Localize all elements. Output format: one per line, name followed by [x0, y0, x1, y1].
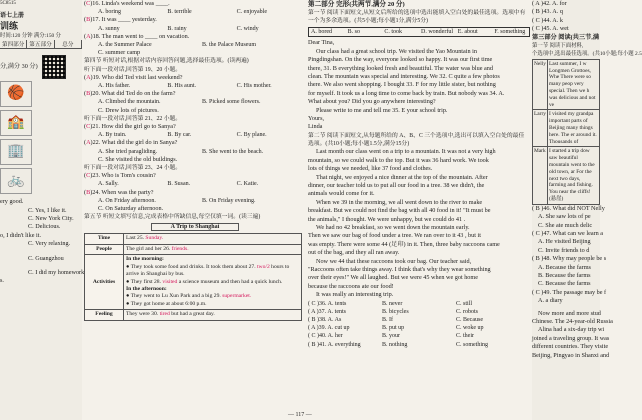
part5-title: 第五节 听短文填写信息,完成表格中所缺信息,每空仅填一词。(读三遍) [84, 214, 261, 221]
question-23: (C)23. Who is Tom's cousin? [84, 172, 156, 180]
table-row [533, 147, 600, 204]
section2-instruction: 第二节 阅读下面短文,从每题所给的 A、B、C 三个选项中,选出可以填入空白处的最佳选项。(共10小题;每小题1.5分,满分15分) [308, 132, 525, 148]
answer-25: Sunday. [145, 235, 164, 242]
activities-label: Activities [85, 255, 124, 310]
reading-paragraph: Now more and more stud Chinese. The 24-year-old Russia Alina had a six-day trip wi joined a traveling group. It was different countries. They visite Beijing, Pingyao in Shanxi and [532, 309, 613, 359]
left-item: o, I didn't like it. [0, 231, 41, 239]
text-cell: I visited my grandpa important parts of Beijing many things here. The er around it. Thousands of [547, 110, 599, 147]
question-17: (B)17. It was ____ yesterday. [84, 16, 157, 24]
q16-options: A. boring B. terrible C. enjoyable [98, 9, 267, 16]
answer-row-37: ( A )37. A. tents B. bicycles C. robots [308, 308, 479, 315]
right-item: ( C )45. A. wet [532, 25, 569, 33]
word-option: E. about [457, 29, 478, 36]
answer-row-41: ( B )41. A. everything B. nothing C. something [308, 341, 489, 348]
table-row [533, 59, 600, 110]
qr-code-icon [42, 55, 66, 79]
building-icon: 🏢 [0, 139, 32, 165]
name-cell: Nelly [533, 59, 548, 110]
part-score: 分,满分 30 分) [0, 63, 38, 71]
right-item: ( B )43. A. q [532, 8, 563, 16]
question-19: (A)19. Who did Ted visit last weekend? [84, 73, 183, 81]
question-21: (C)21. How did the girl go to Sanya? [84, 123, 176, 131]
left-item: C. New York City. [28, 215, 74, 223]
question-18: (A)18. The man went to ____ on vacation. [84, 32, 190, 40]
travel-table [532, 59, 600, 205]
basketball-icon: 🏀 [0, 81, 32, 107]
listen-instruction-2: 听下面一段对话,回答第 21、22 小题。 [84, 115, 182, 122]
picture-options [0, 81, 82, 194]
word-option: A. bored [311, 29, 332, 36]
question-24: (B)24. When was the party? [84, 188, 154, 196]
part2-title: 第二部分 完形(共两节,满分 20 分) [308, 1, 405, 8]
right-item: ( C )44. A. k [532, 16, 563, 24]
q21-options: A. By train. B. By car. C. By plane. [98, 132, 267, 139]
answer-row-36: ( C )36. A. tents B. never C. still [308, 300, 473, 307]
people-label: People [85, 244, 124, 254]
name-cell: Larry [533, 110, 548, 147]
left-item: ery good. [0, 198, 24, 206]
people-cell: The girl and her 26. friends. [124, 244, 302, 254]
activities-cell: In the morning: ● They took some food and drinks. It took them about 27. two/2 hours to arrive in Shanghai by bus. ● They first 28. visited a science museum and then had a quick lunch. In the afternoon: ● They went to Lu Xun Park and a big 29. supermarket. ● They got home at about 6:00 p.m. [124, 255, 302, 310]
total-label: 总分 [55, 40, 82, 48]
answer-26: friends. [171, 245, 189, 252]
time-score: 时间:120 分钟 满分:150 分 [0, 32, 61, 39]
part3-title: 第三部分 阅读(共三节,满 [532, 33, 600, 41]
answer-row-40: ( C )40. A. her B. your C. their [308, 333, 474, 340]
q23-options: A. Sally. B. Susan. C. Katie. [98, 181, 259, 188]
trip-table [84, 233, 302, 320]
training-title: 训练 [0, 20, 19, 31]
q22-options: A. She tried paragliding. B. She went to the beach. [98, 148, 264, 155]
listening-column [84, 0, 306, 420]
answer-28: visited [162, 278, 178, 285]
answer-row-39: ( A )39. A. cut up B. put up C. woke up [308, 325, 484, 332]
q20-option-c: C. Drew lots of pictures. [98, 106, 159, 114]
answer-options [308, 300, 530, 349]
left-item: C. Delicious. [28, 223, 61, 231]
q18-option-c: C. summer camp [98, 49, 141, 57]
question-16: (C)16. Linda's weekend was ____. [84, 0, 170, 7]
word-option: D. wonderful [421, 29, 454, 36]
q24-options: A. On Friday afternoon. B. On Friday evening. [98, 197, 256, 204]
word-box [308, 27, 530, 37]
question-22: (A)22. What did the girl do in Sanya? [84, 139, 178, 147]
part3-sub: 第一节 阅读下面材料, [532, 43, 584, 50]
time-label: Time [85, 234, 124, 244]
q18-options: A. the Summer Palace B. the Palace Museum [98, 42, 256, 49]
right-column [532, 0, 642, 420]
question-20: (B)20. What did Ted do on the farm? [84, 90, 176, 98]
left-item: C. Very relaxing. [28, 240, 71, 248]
table-row [85, 234, 302, 244]
score-header [0, 40, 82, 49]
word-option: B. so [347, 29, 361, 36]
left-item: C. Guangzhou [28, 254, 64, 262]
answer-row-38: ( B )38. A. As B. If C. Because [308, 317, 483, 323]
text-cell: Last summer, I w Longmen Grottoes, Whe There were so many peop very special. Then we h was delicious and not ve [547, 59, 599, 110]
answer-30: tired [159, 311, 170, 318]
answer-27: two/2 [257, 263, 270, 270]
header-code: 5C8515 [0, 1, 16, 6]
q17-options: A. sunny B. rainy C. windy [98, 25, 259, 32]
word-option: C. took [384, 29, 403, 36]
cloze-column [308, 0, 530, 420]
feeling-cell: They were 30. tired but had a great day. [124, 310, 302, 320]
part3-sub2: 个选项中,选出最佳选项。(共10小题;每小题 2.5 [532, 51, 642, 58]
section-4-label: 第四部分 [0, 40, 27, 48]
right-item: ( A )42. A. for [532, 0, 567, 7]
section-5-label: 第五部分 [27, 40, 54, 48]
q22-option-c: C. She visited the old buildings. [98, 155, 178, 163]
q24-option-c: C. On Saturday afternoon. [98, 205, 164, 213]
school-icon: 🏫 [0, 110, 32, 136]
left-item: s. [0, 277, 4, 285]
reading-questions: ( B )46. What did NOT Nelly A. She saw lots of pe C. She ate much delic ( C )47. What can we learn a A. He visited Beijing C. Invite friends to d ( B )48. Why may people be s A. Because the farms B. Because the farms C. Because the farms ( C )49. The passage may be f A. a diary [532, 204, 607, 305]
q20-options: A. Climbed the mountain. B. Picked some flowers. [98, 99, 261, 106]
left-item: C. Yes, I like it. [28, 206, 67, 214]
word-option: F. something [494, 29, 526, 36]
table-row [85, 310, 302, 320]
section1-instruction: 第一节 阅读下面短文,从短文后所给的选项中选出能填入空白处的最佳选项。选项中有一个为多余选项。(共5小题;每小题1分,满分5分) [308, 10, 526, 25]
text-cell: I started a trip dow saw beautiful mountain went to the old town, ar For the next two days, farming and fishing. You near the cliffs! (悬崖) [547, 147, 599, 204]
grade-label: 语七上册 [0, 13, 25, 20]
q19-options: A. His father. B. His aunt. C. His mother. [98, 83, 272, 90]
passage: Last month our class went on a trip to a mountain. It was not a very high mountain, so we could walk to the top. But it was 36 hard work. We took lots of things we needed, like 37 food and clothes. That night, we enjoyed a nice dinner at the top of the mountain. After dinner, our teacher told us to put all our food in a tree. 38 we didn't, the animals would come for it. When we 39 in the morning, we all went down to the river to make breakfast. But we could not find the bag with all 40 food in it! "It must be the animals," I thought. We were unhappy, but we could do 41 . We had no 42 breakfast, so we went down the mountain early. Then we saw our bag of food under a tree. We ran over to it 43 , but it was empty. There were some 44 (足印) in it. Then, three baby raccoons came out of the bag, and they all ran away. Now we 44 that these raccoons took our bag. Our teacher said, "Raccoons often take things away. I think that's why they wear something over their eyes!" We all laughed. But we were 45 when we got home because the raccoons ate our food! It was really an interesting trip. [308, 148, 500, 299]
left-item: C. I did my homework [28, 269, 85, 277]
part4-title: 第四节 听短对话,根据对话内容回答问题,选择最佳选项。(读两遍) [84, 58, 249, 65]
letter: Dear Tina, Our class had a great school trip. We visited the Yao Mountain in Pingdingshan. On the way, everyone looked so happy. It was our first time there, 31. B everything looked fresh and beautiful. The water was blue and clean. The mountain was special and interesting. We 32. C quite a few photos there. We also went shopping. I bought 33. F for my little sister, but nothing for myself. It took us a long time to come back by train. But nobody was 34. A. What about you? Did you go anywhere interesting? Please write to me and tell me 35. E your school trip. Yours, Linda [308, 39, 505, 131]
answer-29: supermarket. [222, 293, 252, 300]
listen-instruction-1: 听下面一段对话,回答第 19、20 小题。 [84, 66, 182, 73]
table-row [85, 244, 302, 254]
left-column [0, 0, 85, 420]
table-row [85, 255, 302, 310]
name-cell: Mark [533, 147, 548, 204]
bicycle-icon: 🚲 [0, 168, 32, 194]
feeling-label: Feeling [85, 310, 124, 320]
listen-instruction-3: 听下面一段对话,回答第 23、24 小题。 [84, 165, 182, 172]
trip-title: A Trip to Shanghai [151, 223, 239, 231]
page-number: — 117 — [288, 412, 312, 418]
time-cell: Last 25. Sunday. [124, 234, 302, 244]
table-row [533, 110, 600, 147]
